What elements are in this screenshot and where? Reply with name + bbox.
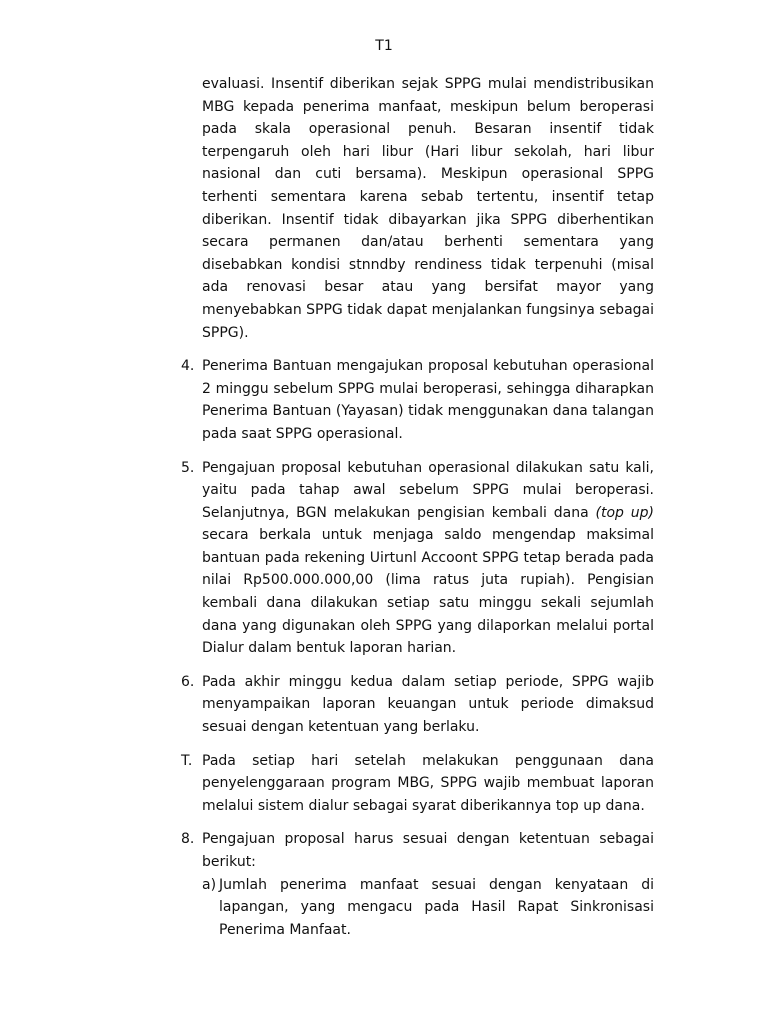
list-item-7 [181, 750, 654, 818]
sub-list-item-a [202, 874, 654, 942]
list-item-number: 4. [181, 358, 195, 375]
list-item-8 [181, 828, 654, 941]
sub-list-item-number: a) [202, 876, 217, 893]
document-body [181, 73, 654, 952]
page-header-title: T1 [375, 38, 393, 54]
list-item-number: 8. [181, 831, 195, 848]
list-item-italic-term: (top up) [595, 504, 654, 521]
list-item-number: T. [181, 752, 193, 769]
list-item-text: Pengajuan proposal harus sesuai dengan ketentuan sebagai berikut: [202, 831, 654, 870]
list-item-text: Pada akhir minggu kedua dalam setiap periode, SPPG wajib menyampaikan laporan keuangan untuk periode dimaksud sesuai dengan ketentuan yang berlaku. [202, 673, 654, 736]
list-item-5 [181, 457, 654, 660]
list-item-6 [181, 671, 654, 739]
page-header [0, 37, 768, 55]
list-item-number: 6. [181, 673, 195, 690]
intro-paragraph: evaluasi. Insentif diberikan sejak SPPG mulai mendistribusikan MBG kepada penerima manfaat, meskipun belum beroperasi pada skala operasional penuh. Besaran insentif tidak terpengaruh oleh hari libur (Hari libur sekolah, hari libur nasional dan cuti bersama). Meskipun operasional SPPG terhenti sementara karena sebab tertentu, insentif tetap diberikan. Insentif tidak dibayarkan jika SPPG diberhentikan secara permanen dan/atau berhenti sementara yang disebabkan kondisi stnndby rendiness tidak terpenuhi (misal ada renovasi besar atau yang bersifat mayor yang menyebabkan SPPG tidak dapat menjalankan fungsinya sebagai SPPG). [202, 76, 654, 341]
list-item-text-start: Pengajuan proposal kebutuhan operasional dilakukan satu kali, yaitu pada tahap awal sebelum SPPG mulai beroperasi. Selanjutnya, BGN melakukan pengisian kembali dana [202, 459, 654, 521]
list-item-text-end: secara berkala untuk menjaga saldo mengendap maksimal bantuan pada rekening Uirtunl Accoont SPPG tetap berada pada nilai Rp500.000.000,00 (lima ratus juta rupiah). Pengisian kembali dana dilakukan setiap satu minggu sekali sejumlah dana yang digunakan oleh SPPG yang dilaporkan melalui portal Dialur dalam bentuk laporan harian. [202, 527, 654, 657]
list-item-text: Pada setiap hari setelah melakukan penggunaan dana penyelenggaraan program MBG, SPPG wajib membuat laporan melalui sistem dialur sebagai syarat diberikannya top up dana. [202, 752, 654, 814]
list-item-4 [181, 355, 654, 445]
list-item-text [202, 457, 654, 660]
list-item-text: Penerima Bantuan mengajukan proposal kebutuhan operasional 2 minggu sebelum SPPG mulai beroperasi, sehingga diharapkan Penerima Bantuan (Yayasan) tidak menggunakan dana talangan pada saat SPPG operasional. [202, 358, 654, 442]
list-item-number: 5. [181, 459, 195, 476]
sub-list-item-text: Jumlah penerima manfaat sesuai dengan kenyataan di lapangan, yang mengacu pada Hasil Rapat Sinkronisasi Penerima Manfaat. [219, 876, 654, 938]
